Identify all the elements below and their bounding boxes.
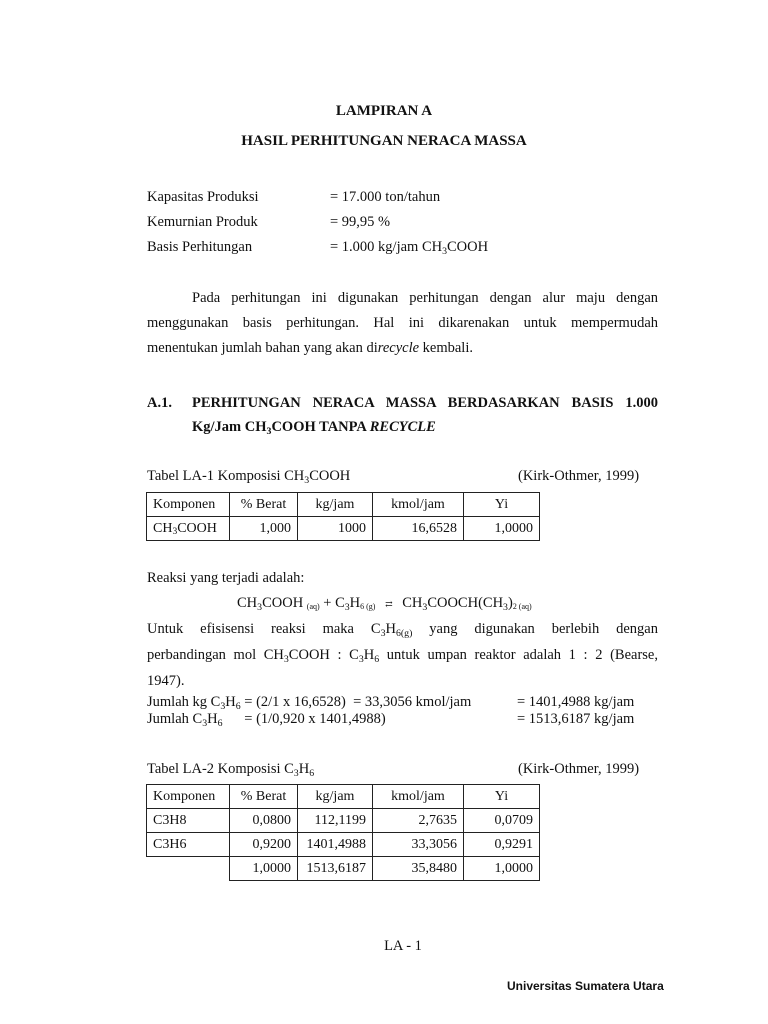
table-header-cell: kmol/jam (373, 785, 464, 809)
table-cell (147, 857, 230, 881)
table-cell: 1000 (298, 517, 373, 541)
spec-value: = 1.000 kg/jam CH3COOH (330, 239, 489, 257)
table-cell: 33,3056 (373, 833, 464, 857)
table-cell: 1513,6187 (298, 857, 373, 881)
table-cell: C3H8 (147, 809, 230, 833)
calc-result: = 1513,6187 kg/jam (517, 711, 635, 727)
calc-line: Jumlah kg C3H6 = (2/1 x 16,6528) = 33,3056 kmol/jam (147, 694, 472, 712)
table1-caption: Tabel LA-1 Komposisi CH3COOH (147, 468, 351, 486)
table-header-cell: Yi (464, 785, 540, 809)
table2-source: (Kirk-Othmer, 1999) (518, 761, 640, 777)
table1 (146, 492, 540, 541)
table-row (147, 809, 540, 833)
table-total-row (147, 857, 540, 881)
section-title-line1: PERHITUNGAN NERACA MASSA BERDASARKAN BASIS 1.000 (192, 395, 658, 411)
table-cell: 2,7635 (373, 809, 464, 833)
reaction-arrow-icon: ⇄ (385, 599, 393, 609)
table-cell: 1,000 (230, 517, 298, 541)
spec-value: = 99,95 % (330, 214, 391, 230)
calc-line: Jumlah C3H6 = (1/0,920 x 1401,4988) (147, 711, 386, 729)
table-cell: 16,6528 (373, 517, 464, 541)
table-header-row (147, 785, 540, 809)
table2 (146, 784, 540, 881)
section-title-line2: Kg/Jam CH3COOH TANPA RECYCLE (192, 419, 436, 437)
spec-label: Kemurnian Produk (147, 214, 258, 230)
spec-value: = 17.000 ton/tahun (330, 189, 441, 205)
table-cell: 0,0800 (230, 809, 298, 833)
table-header-cell: kg/jam (298, 493, 373, 517)
table2-caption: Tabel LA-2 Komposisi C3H6 (147, 761, 315, 779)
page-title: LAMPIRAN A (335, 103, 433, 119)
table-header-cell: % Berat (230, 785, 298, 809)
table-cell: 1,0000 (230, 857, 298, 881)
reaction-intro: Reaksi yang terjadi adalah: (147, 570, 305, 586)
footer-institution: Universitas Sumatera Utara (507, 979, 664, 993)
table-row (147, 833, 540, 857)
table-cell: CH3COOH (147, 517, 230, 541)
table1-source: (Kirk-Othmer, 1999) (518, 468, 640, 484)
table-cell: 1,0000 (464, 857, 540, 881)
intro-paragraph: Pada perhitungan ini digunakan perhitungan dengan alur maju dengan menggunakan basis perhitungan. Hal ini dikarenakan untuk mempermudah menentukan jumlah bahan yang akan direcycle kembali. (147, 290, 658, 356)
table-header-cell: kmol/jam (373, 493, 464, 517)
table-header-cell: % Berat (230, 493, 298, 517)
table-header-cell: Komponen (147, 785, 230, 809)
spec-label: Basis Perhitungan (147, 239, 253, 255)
table-row (147, 517, 540, 541)
table-cell: 35,8480 (373, 857, 464, 881)
table-header-cell: kg/jam (298, 785, 373, 809)
table-cell: 0,0709 (464, 809, 540, 833)
calc-result: = 1401,4988 kg/jam (517, 694, 635, 710)
table-cell: 112,1199 (298, 809, 373, 833)
table-header-cell: Komponen (147, 493, 230, 517)
table-header-cell: Yi (464, 493, 540, 517)
table-cell: 0,9200 (230, 833, 298, 857)
spec-label: Kapasitas Produksi (147, 189, 259, 205)
section-number: A.1. (147, 395, 172, 411)
table-cell: 1,0000 (464, 517, 540, 541)
table-cell: C3H6 (147, 833, 230, 857)
table-cell: 1401,4988 (298, 833, 373, 857)
reaction-paragraph: Untuk efisisensi reaksi maka C3H6(g) yang digunakan berlebih dengan perbandingan mol CH3COOH : C3H6 untuk umpan reaktor adalah 1 : 2 (Bearse, 1947). (147, 621, 658, 689)
table-header-row (147, 493, 540, 517)
table-cell: 0,9291 (464, 833, 540, 857)
reaction-equation: CH3COOH (aq) + C3H6 (g) ⇄ CH3COOCH(CH3)2 (aq) (237, 595, 532, 613)
page-subtitle: HASIL PERHITUNGAN NERACA MASSA (241, 133, 527, 149)
page-number: LA - 1 (384, 938, 422, 954)
